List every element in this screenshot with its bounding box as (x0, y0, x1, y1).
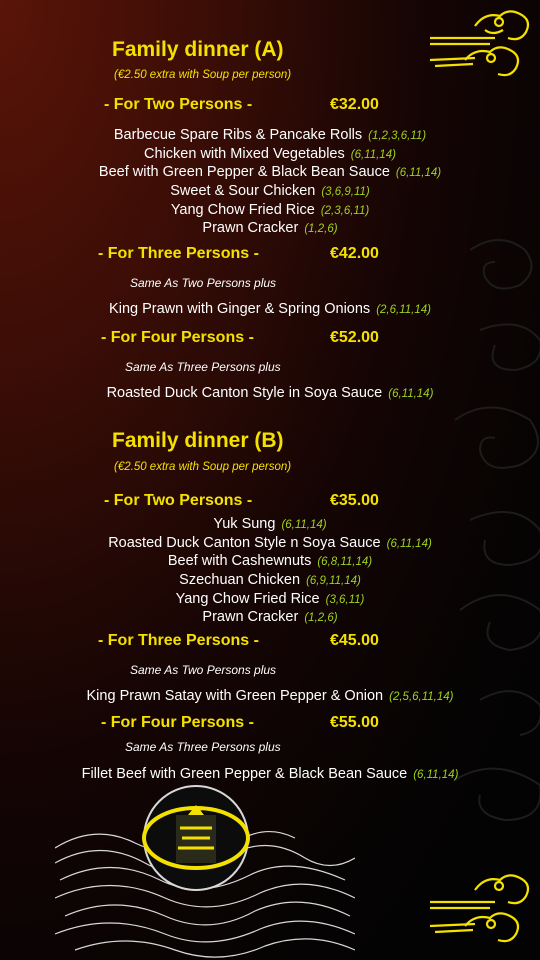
dish-name: Chicken with Mixed Vegetables (144, 146, 345, 162)
list-item (0, 765, 540, 783)
dish-name: Sweet & Sour Chicken (170, 183, 316, 199)
list-item (0, 687, 540, 705)
list-item (0, 552, 540, 570)
list-item (0, 300, 540, 318)
dish-name: Beef with Cashewnuts (167, 553, 312, 569)
allergen-codes: (6,8,11,14) (317, 556, 373, 568)
menu-b-four-persons-price: €55.00 (330, 714, 379, 731)
list-item (0, 126, 540, 144)
allergen-codes: (6,9,11,14) (306, 575, 361, 587)
menu-a-title: Family dinner (A) (112, 38, 284, 61)
svg-text:金龍: 金龍 (189, 808, 203, 815)
allergen-codes: (1,2,6) (304, 612, 338, 624)
allergen-codes: (1,2,6) (304, 223, 338, 235)
dish-name: Barbecue Spare Ribs & Pancake Rolls (113, 127, 363, 143)
menu-a-two-persons-label: - For Two Persons - (104, 96, 253, 113)
allergen-codes: (3,6,9,11) (321, 186, 370, 198)
menu-a-soup-note: (€2.50 extra with Soup per person) (114, 69, 292, 81)
dish-name: Roasted Duck Canton Style n Soya Sauce (108, 535, 381, 551)
allergen-codes: (3,6,11) (325, 594, 365, 606)
list-item (0, 590, 540, 608)
allergen-codes: (6,11,14) (388, 388, 434, 400)
list-item (0, 219, 540, 237)
menu-b-three-persons-subtitle: Same As Two Persons plus (130, 663, 277, 677)
menu-b-three-persons-label: - For Three Persons - (98, 632, 259, 649)
dish-name: Yang Chow Fried Rice (170, 202, 315, 218)
dish-name: Prawn Cracker (202, 609, 299, 625)
list-item (0, 608, 540, 626)
menu-a-three-persons-label: - For Three Persons - (98, 245, 259, 262)
menu-b-two-persons-label: - For Two Persons - (104, 492, 253, 509)
dish-name: Szechuan Chicken (179, 572, 301, 588)
menu-b-four-persons-label: - For Four Persons - (101, 714, 254, 731)
allergen-codes: (6,11,14) (350, 149, 396, 161)
allergen-codes: (6,11,14) (386, 538, 432, 550)
dish-name: King Prawn with Ginger & Spring Onions (109, 301, 371, 317)
dish-name: King Prawn Satay with Green Pepper & Onion (86, 688, 384, 704)
list-item (0, 145, 540, 163)
allergen-codes: (2,5,6,11,14) (389, 691, 454, 703)
allergen-codes: (1,2,3,6,11) (368, 130, 427, 142)
list-item (0, 182, 540, 200)
dish-name: Beef with Green Pepper & Black Bean Sauce (98, 164, 390, 180)
list-item (0, 534, 540, 552)
allergen-codes: (6,11,14) (413, 769, 459, 781)
menu-b-soup-note: (€2.50 extra with Soup per person) (114, 461, 292, 473)
menu-b-three-persons-price: €45.00 (330, 632, 379, 649)
dish-name: Fillet Beef with Green Pepper & Black Bean Sauce (81, 766, 408, 782)
allergen-codes: (6,11,14) (281, 519, 327, 531)
list-item (0, 515, 540, 533)
list-item (0, 163, 540, 181)
allergen-codes: (2,3,6,11) (320, 205, 370, 217)
dish-name: Prawn Cracker (202, 220, 299, 236)
list-item (0, 571, 540, 589)
dish-name: Yuk Sung (213, 516, 276, 532)
menu-a-two-persons-price: €32.00 (330, 96, 379, 113)
menu-a-three-persons-subtitle: Same As Two Persons plus (130, 276, 277, 290)
allergen-codes: (2,6,11,14) (376, 304, 431, 316)
allergen-codes: (6,11,14) (395, 167, 442, 179)
list-item (0, 384, 540, 402)
dish-name: Roasted Duck Canton Style in Soya Sauce (106, 385, 383, 401)
menu-a-four-persons-subtitle: Same As Three Persons plus (125, 360, 281, 374)
menu-a-three-persons-price: €42.00 (330, 245, 379, 262)
dish-name: Yang Chow Fried Rice (175, 591, 320, 607)
menu-a-four-persons-label: - For Four Persons - (101, 329, 254, 346)
menu-a-four-persons-price: €52.00 (330, 329, 379, 346)
menu-b-two-persons-price: €35.00 (330, 492, 379, 509)
list-item (0, 201, 540, 219)
menu-b-four-persons-subtitle: Same As Three Persons plus (125, 740, 281, 754)
menu-b-title: Family dinner (B) (112, 429, 284, 452)
